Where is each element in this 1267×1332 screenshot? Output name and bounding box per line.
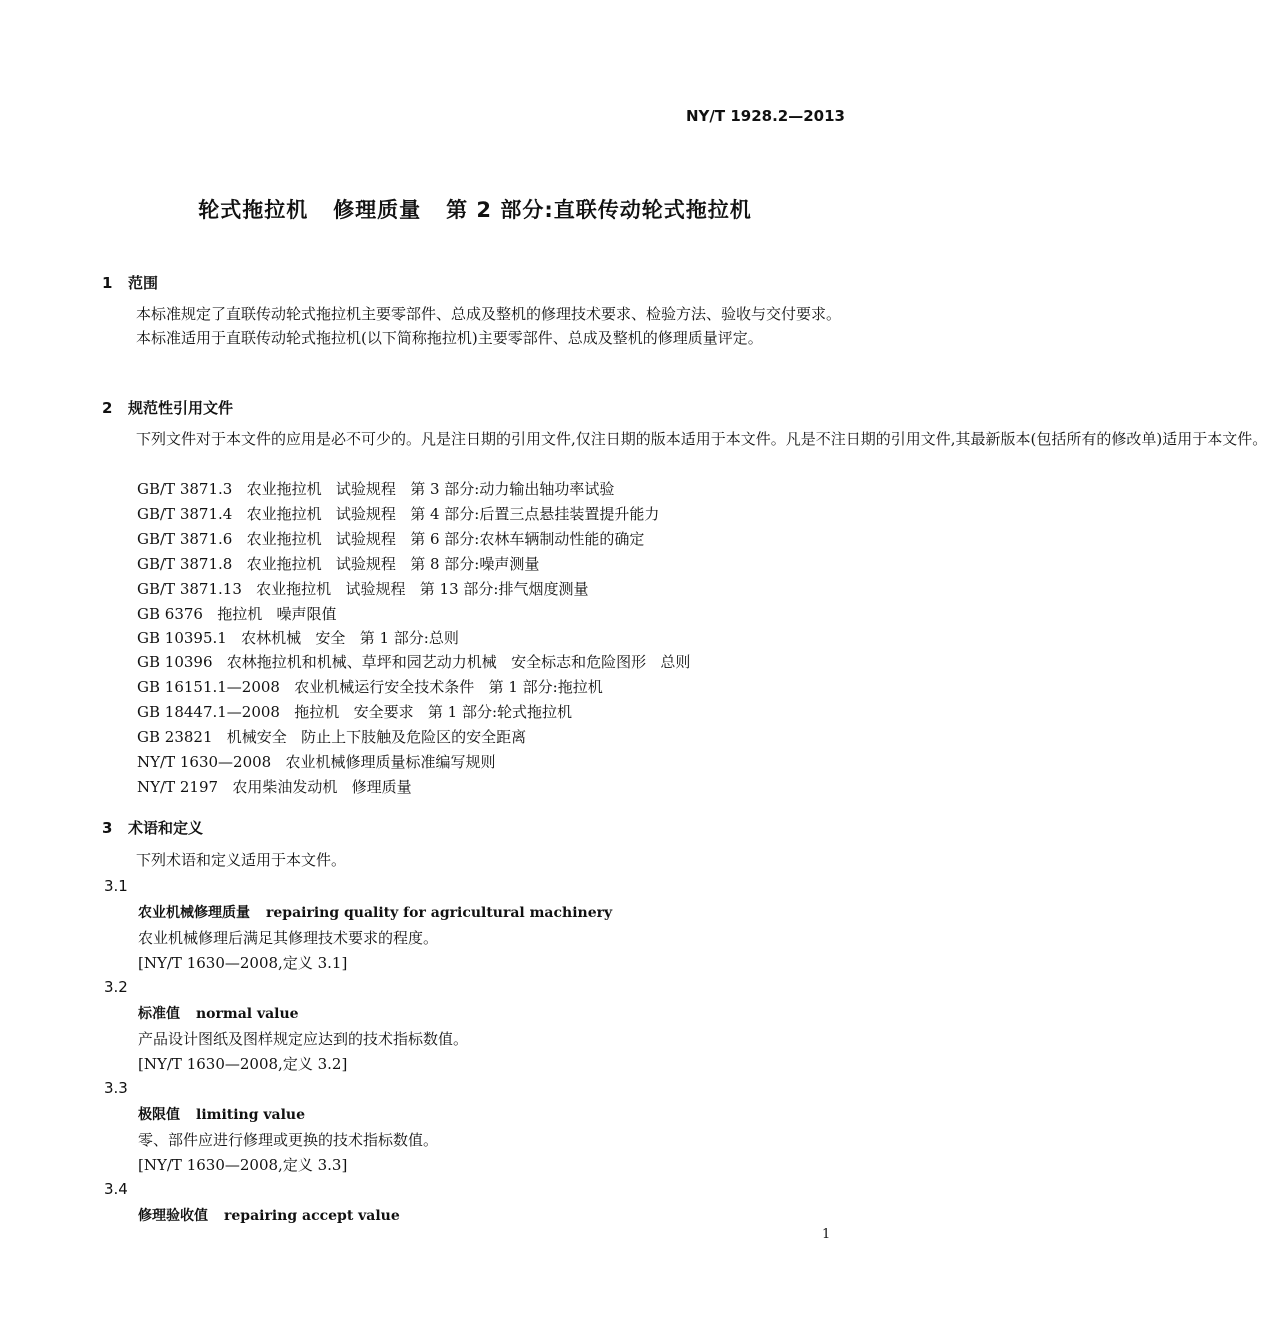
section-number: 3 [102,819,113,837]
reference-item: GB 10395.1 农林机械 安全 第 1 部分:总则 [137,629,459,647]
term-definition: 零、部件应进行修理或更换的技术指标数值。 [138,1131,439,1149]
term-zh: 农业机械修理质量 [138,905,250,921]
page-number: 1 [822,1227,831,1242]
section-body [106,427,1267,451]
reference-item: GB 10396 农林拖拉机和机械、草坪和园艺动力机械 安全标志和危险图形 总则 [137,653,691,671]
reference-item: GB/T 3871.3 农业拖拉机 试验规程 第 3 部分:动力输出轴功率试验 [137,480,615,498]
term-number: 3.1 [104,877,128,895]
term-heading [138,1205,400,1225]
term-heading [138,902,612,922]
term-heading [138,1104,305,1124]
term-zh: 极限值 [138,1107,180,1123]
reference-item: GB 23821 机械安全 防止上下肢触及危险区的安全距离 [137,728,527,746]
term-zh: 标准值 [138,1006,180,1022]
section-body [106,302,840,350]
term-source: [NY/T 1630—2008,定义 3.1] [138,954,348,972]
section-title: 术语和定义 [128,819,204,837]
paragraph: 本标准适用于直联传动轮式拖拉机(以下简称拖拉机)主要零部件、总成及整机的修理质量评定。 [136,329,763,347]
paragraph: 本标准规定了直联传动轮式拖拉机主要零部件、总成及整机的修理技术要求、检验方法、验收与交付要求。 [136,305,842,323]
term-number: 3.3 [104,1079,128,1097]
reference-item: NY/T 1630—2008 农业机械修理质量标准编写规则 [137,753,496,771]
term-definition: 农业机械修理后满足其修理技术要求的程度。 [138,929,439,947]
term-en: normal value [196,1006,299,1022]
reference-item: GB/T 3871.6 农业拖拉机 试验规程 第 6 部分:农林车辆制动性能的确定 [137,530,645,548]
section-body [106,848,840,872]
paragraph: 下列文件对于本文件的应用是必不可少的。凡是注日期的引用文件,仅注日期的版本适用于本文件。凡是不注日期的引用文件,其最新版本(包括所有的修改单)适用于本文件。 [136,430,1267,448]
reference-item: GB 16151.1—2008 农业机械运行安全技术条件 第 1 部分:拖拉机 [137,678,603,696]
document-title: 轮式拖拉机 修理质量 第 2 部分:直联传动轮式拖拉机 [198,198,752,222]
term-number: 3.4 [104,1180,128,1198]
reference-item: GB 18447.1—2008 拖拉机 安全要求 第 1 部分:轮式拖拉机 [137,703,573,721]
section-number: 2 [102,399,113,417]
term-number: 3.2 [104,978,128,996]
section-title: 规范性引用文件 [128,399,234,417]
standard-code: NY/T 1928.2—2013 [686,107,845,125]
term-definition: 产品设计图纸及图样规定应达到的技术指标数值。 [138,1030,469,1048]
reference-item: GB/T 3871.8 农业拖拉机 试验规程 第 8 部分:噪声测量 [137,555,540,573]
section-number: 1 [102,274,113,292]
section-title: 范围 [128,274,159,292]
section-heading [102,397,233,418]
term-source: [NY/T 1630—2008,定义 3.2] [138,1055,348,1073]
reference-item: GB 6376 拖拉机 噪声限值 [137,605,337,623]
paragraph: 下列术语和定义适用于本文件。 [136,851,347,869]
term-heading [138,1003,299,1023]
reference-item: GB/T 3871.4 农业拖拉机 试验规程 第 4 部分:后置三点悬挂装置提升能力 [137,505,660,523]
term-en: limiting value [196,1107,306,1123]
term-source: [NY/T 1630—2008,定义 3.3] [138,1156,348,1174]
term-zh: 修理验收值 [138,1208,208,1224]
term-en: repairing quality for agricultural machinery [266,905,613,921]
reference-item: GB/T 3871.13 农业拖拉机 试验规程 第 13 部分:排气烟度测量 [137,580,589,598]
reference-item: NY/T 2197 农用柴油发动机 修理质量 [137,778,412,796]
section-heading [102,272,158,293]
term-en: repairing accept value [224,1208,400,1224]
section-heading [102,817,203,838]
